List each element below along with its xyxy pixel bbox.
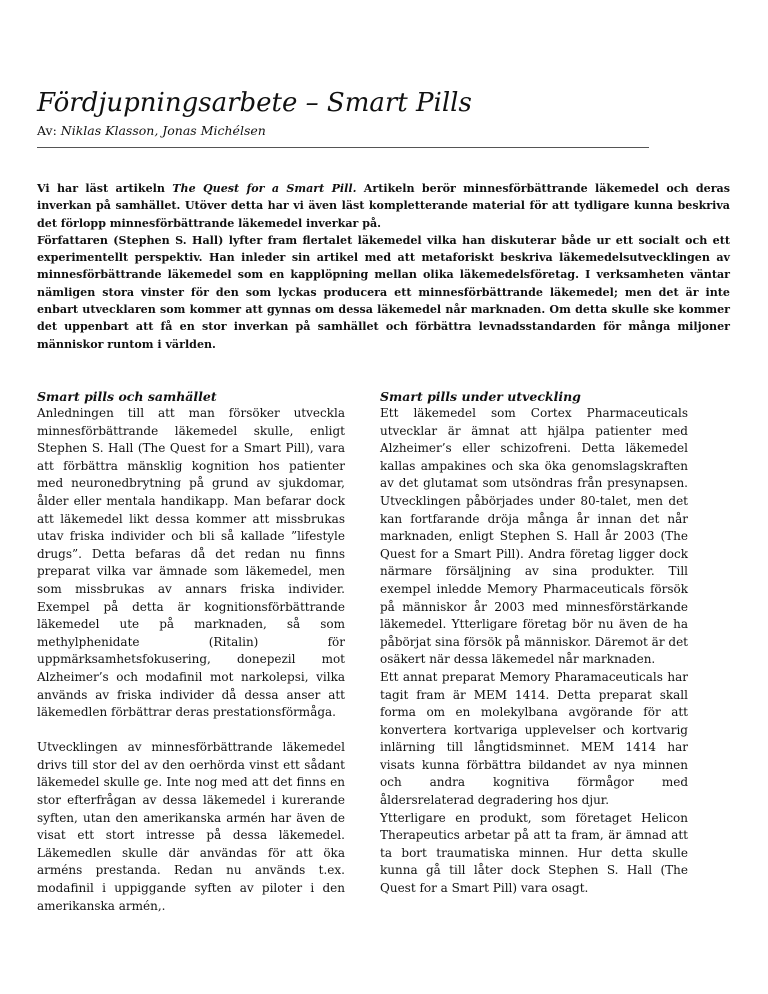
intro-paragraph-2: Författaren (Stephen S. Hall) lyfter fram flertalet läkemedel vilka han diskuterar både ur ett socialt och ett experimentellt perspektiv. Han inleder sin artikel med att metaforiskt beskriva läkemedelsutvecklingen av minnesförbättrande läkemedel som en kapplöpning mellan olika läkemedelsföretag. I verksamheten väntar nämligen stora vinster för den som lyckas producera ett minnesförbättrande läkemedel; men det är inte enbart utvecklaren som kommer att gynnas om dessa läkemedel når marknaden. Om detta skulle ske kommer det uppenbart att få en stor inverkan på samhället och förbättra levnadsstandarden för många miljoner människor runtom i världen. [37,233,730,351]
section-heading-samhallet: Smart pills och samhället [37,389,217,404]
authors-names: Niklas Klasson, Jonas Michélsen [60,123,266,138]
left-column [37,388,345,915]
author-line [37,123,266,139]
left-paragraph-1: Anledningen till att man försöker utveckla minnesförbättrande läkemedel skulle, enligt Stephen S. Hall (The Quest for a Smart Pill), vara att förbättra mänsklig kognition hos patienter med neuronedbrytning på grund av sjukdomar, ålder eller mentala handikapp. Man befarar dock att läkemedel likt dessa kommer att missbrukas utav friska individer och bli så kallade ”lifestyle drugs”. Detta befaras då det redan nu finns preparat vilka var ämnade som läkemedel, men som missbrukas av annars friska individer. Exempel på detta är kognitionsförbättrande läkemedel ute på marknaden, så som methylphenidate (Ritalin) för uppmärksamhetsfokusering, donepezil mot Alzheimer’s och modafinil mot narkolepsi, vilka används av friska individer då dessa anser att läkemedlen förbättrar deras prestationsförmåga. [37,406,345,720]
intro-section [37,180,730,353]
right-paragraph-1: Ett läkemedel som Cortex Pharmaceuticals utvecklar är ämnat att hjälpa patienter med Alzheimer’s eller schizofreni. Detta läkemedel kallas ampakines och ska öka genomslagskraften av det glutamat som utsöndras från presynapsen. Utvecklingen påbörjades under 80-talet, men det kan fortfarande dröja många år innan det når marknaden, enligt Stephen S. Hall år 2003 (The Quest for a Smart Pill). Andra företag ligger dock närmare försäljning av sina produkter. Till exempel inledde Memory Pharmaceuticals försök på människor år 2003 med minnesförstärkande läkemedel. Ytterligare företag bör nu även de ha påbörjat sina försök på människor. Däremot är det osäkert när dessa läkemedel når marknaden. [380,406,688,667]
title-divider [37,147,649,148]
authors-prefix: Av: [37,123,57,138]
right-column [380,388,688,898]
article-title: The Quest for a Smart Pill. [172,182,357,195]
right-paragraph-3: Ytterligare en produkt, som företaget Helicon Therapeutics arbetar på att ta fram, är ämnad att ta bort traumatiska minnen. Hur detta skulle kunna gå till låter dock Stephen S. Hall (The Quest for a Smart Pill) vara osagt. [380,810,688,896]
document-title: Fördjupningsarbete – Smart Pills [37,88,472,118]
right-paragraph-2: Ett annat preparat Memory Pharamaceuticals har tagit fram är MEM 1414. Detta preparat skall forma om en molekylbana avgörande för att konvertera kortvariga upplevelser och kortvarig inlärning till långtidsminnet. MEM 1414 har visats kunna förbättra bildandet av nya minnen och andra kognitiva förmågor med åldersrelaterad degradering hos djur. [380,669,688,808]
left-paragraph-2: Utvecklingen av minnesförbättrande läkemedel drivs till stor del av den oerhörda vinst ett sådant läkemedel skulle ge. Inte nog med att det finns en stor efterfrågan av dessa läkemedel i kurerande syften, utan den amerikanska armén har även de visat ett stort intresse på dessa läkemedel. Läkemedlen skulle där användas för att öka arméns prestanda. Redan nu används t.ex. modafinil i uppiggande syften av piloter i den amerikanska armén,. [37,740,345,913]
section-heading-utveckling: Smart pills under utveckling [380,389,581,404]
intro-text-after: Artikeln berör minnesförbättrande läkemedel och deras inverkan på samhället. Utöver detta har vi även läst kompletterande material för att tydligare kunna beskriva det förlopp minnesförbättrande läkemedel inverkar på. [37,182,730,230]
intro-text-before: Vi har läst artikeln [37,182,173,195]
intro-paragraph-1 [37,180,730,232]
